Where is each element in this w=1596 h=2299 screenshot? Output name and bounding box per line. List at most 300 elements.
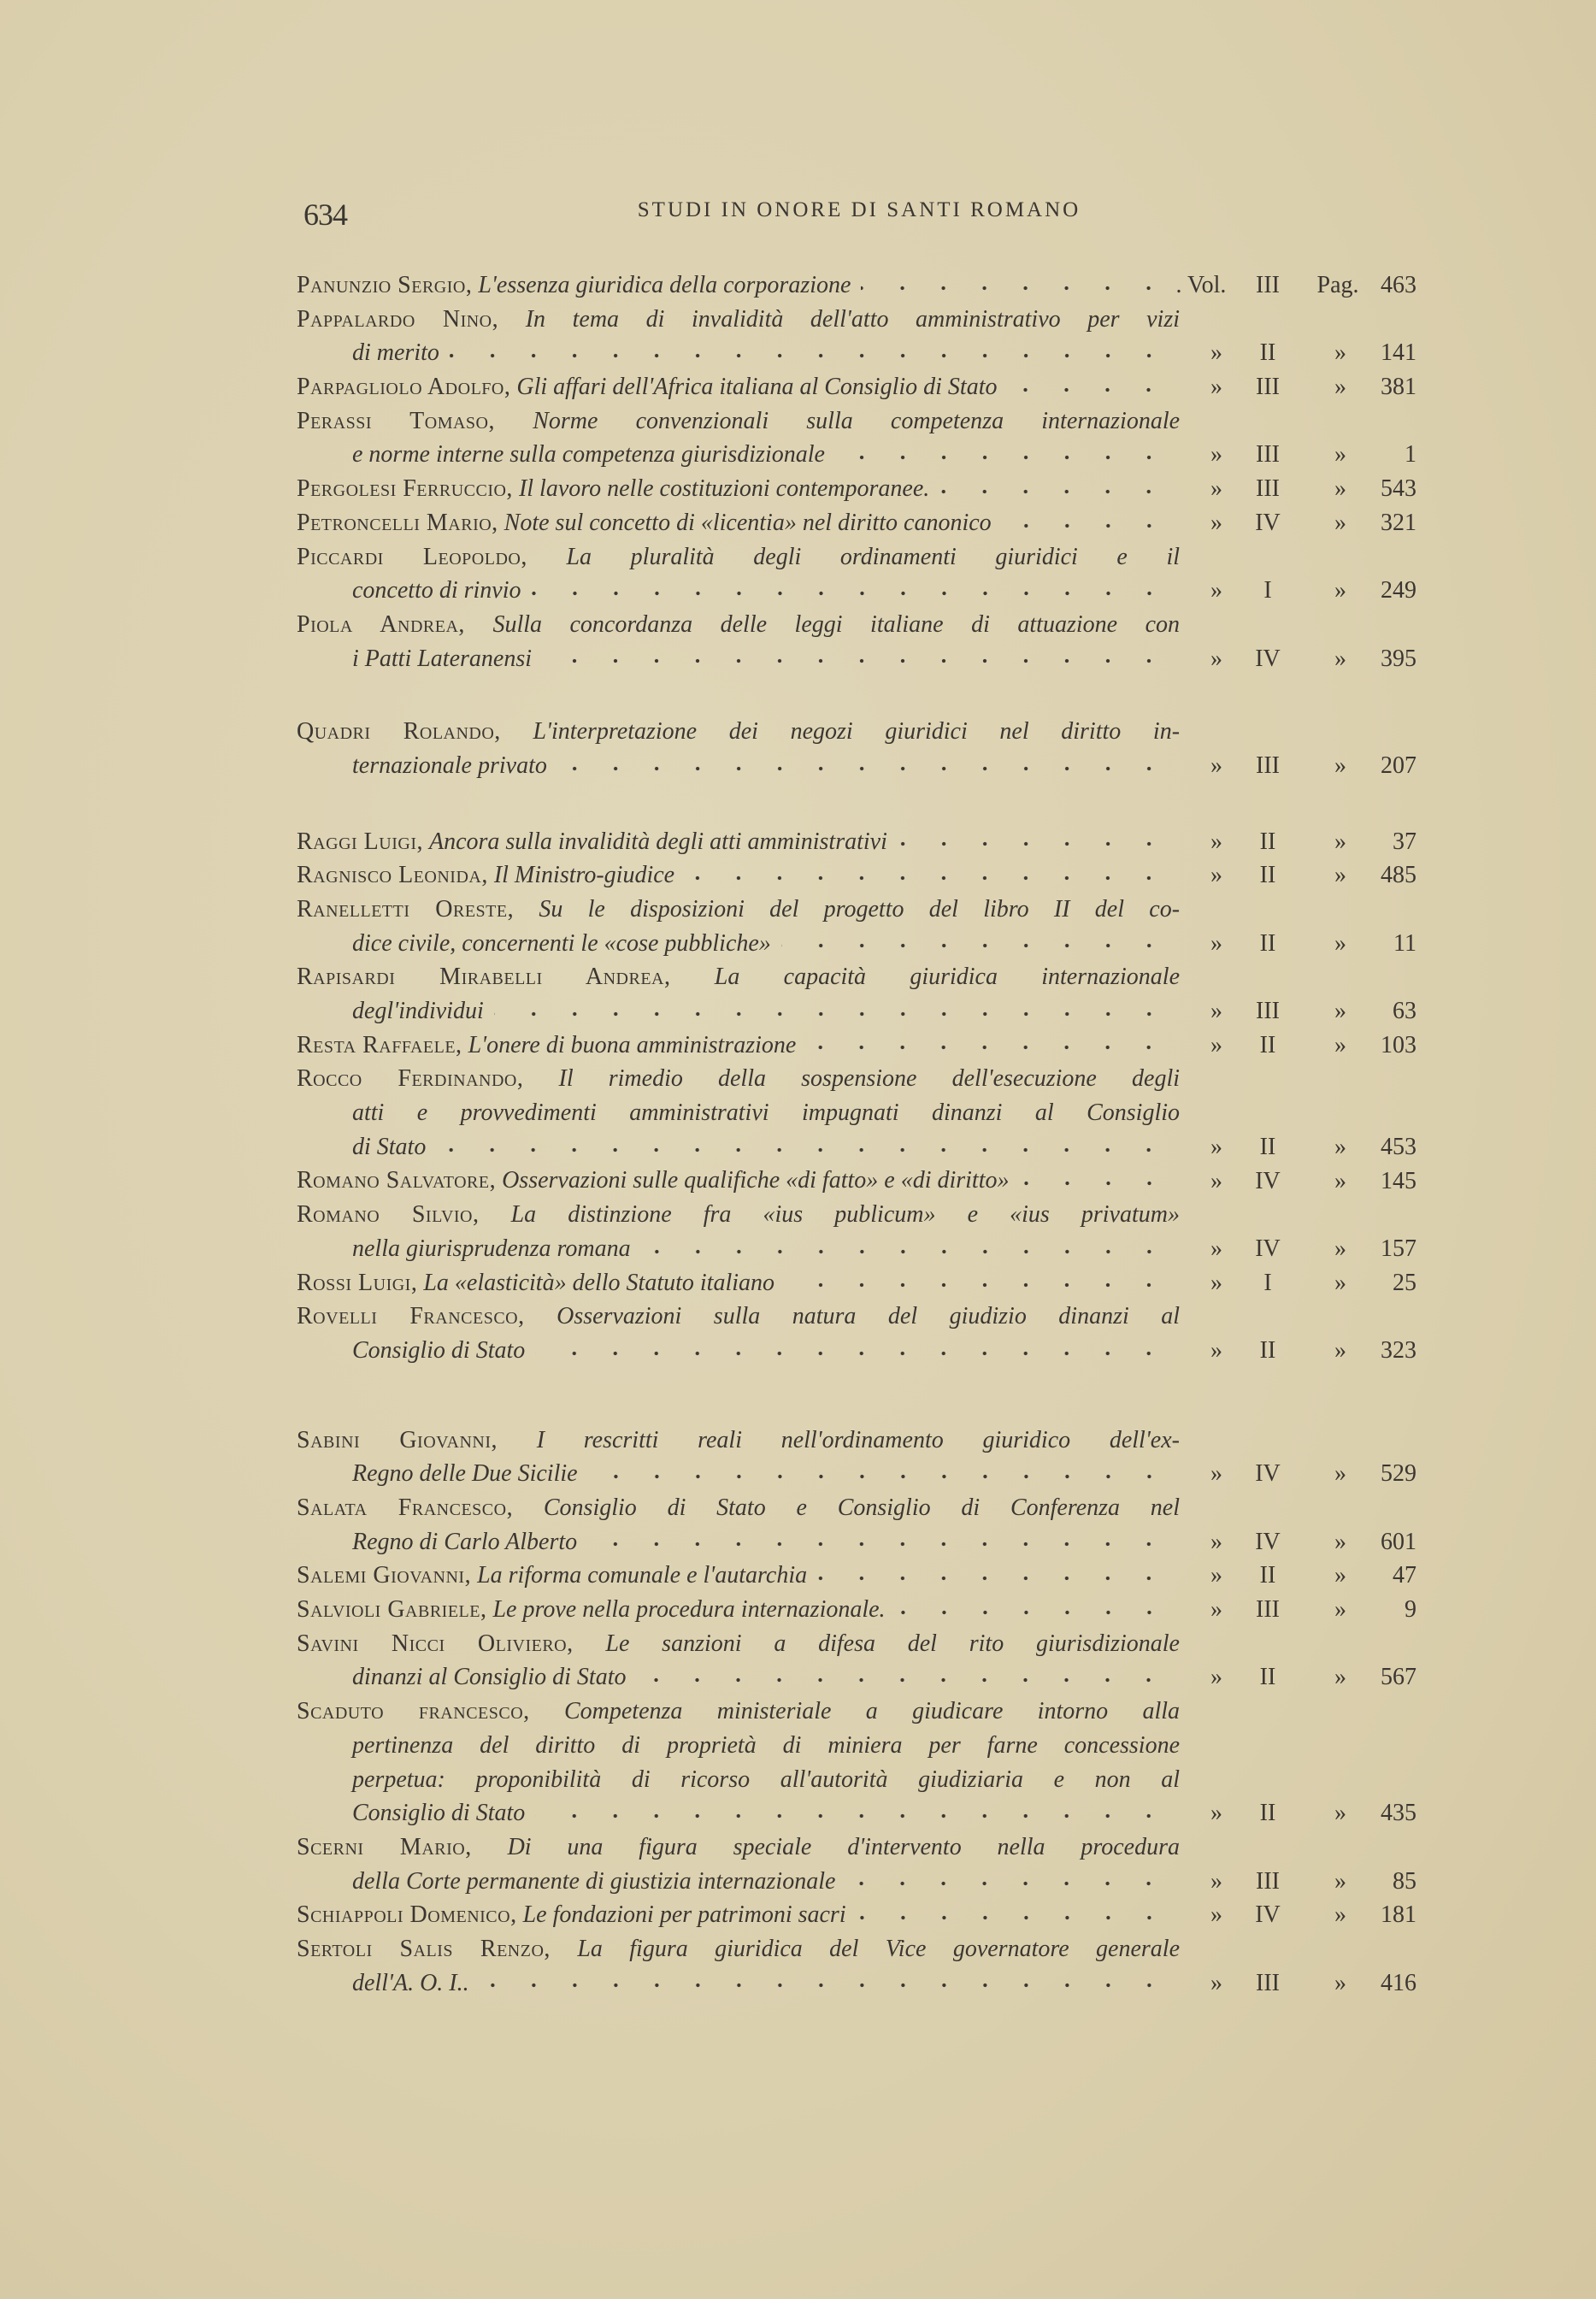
page-reference: 323 [1381,1336,1416,1364]
entry-line [297,960,1180,994]
entry-line [297,1898,1416,1932]
article-title: La distinzione fra «ius publicum» e «ius privatum» [510,1201,1180,1229]
article-title: Consiglio di Stato e Consiglio di Conferenza nel [543,1494,1180,1521]
page-marker: » [1334,1031,1346,1058]
volume-marker: » [1210,1901,1222,1929]
page-reference: 103 [1381,1031,1416,1058]
page-reference: 37 [1393,828,1416,855]
volume-number: IV [1255,509,1281,536]
toc-entry [297,1898,1416,1932]
page-marker: » [1334,752,1346,779]
volume-page-reference [1180,1029,1416,1063]
dot-leader [898,840,1169,848]
entry-line [297,438,1416,472]
page-marker: Pag. [1316,272,1359,298]
dot-leader [587,1540,1169,1548]
page-marker: » [1334,1664,1346,1691]
page-marker: » [1334,1867,1346,1895]
dot-leader [641,1247,1169,1256]
page-reference: 249 [1381,577,1416,604]
dot-leader [939,487,1169,496]
volume-number: II [1259,1664,1276,1691]
entry-line [297,1627,1180,1661]
article-title: Competenza ministeriale a giudicare intorno alla [563,1698,1180,1725]
volume-page-reference [1180,1266,1416,1300]
volume-number: I [1263,577,1272,604]
article-title: La capacità giuridica internazionale [714,964,1180,991]
volume-number: IV [1255,1528,1281,1555]
entry-line [297,1525,1416,1559]
volume-page-reference [1180,506,1416,540]
toc-entry [297,404,1416,472]
article-title: La figura giuridica del Vice governatore generale [577,1935,1180,1962]
page-reference: 63 [1393,998,1416,1025]
page-marker: » [1334,475,1346,503]
entry-line-text [352,1457,578,1491]
entry-line [297,574,1416,608]
volume-marker: » [1210,862,1222,889]
dot-leader [1020,1179,1170,1188]
volume-marker: » [1210,441,1222,469]
volume-page-reference [1180,1130,1416,1164]
dot-leader [532,589,1169,598]
toc-entry [297,268,1416,303]
entry-line-text [297,506,992,540]
article-title: In tema di invalidità dell'atto amministrativo per vizi [525,305,1180,333]
volume-marker: » [1210,1235,1222,1262]
author-name: Resta Raffaele, [297,1031,462,1058]
page-reference: 463 [1381,272,1416,298]
page-marker: » [1334,1800,1346,1827]
volume-page-reference [1180,336,1416,370]
entry-line-text [352,927,771,961]
article-title: e norme interne sulla competenza giurisdizionale [352,441,825,469]
volume-page-reference [1180,438,1416,472]
volume-number: III [1256,475,1280,503]
volume-marker: » [1210,1528,1222,1555]
entry-line [297,1130,1416,1164]
author-name: Schiappoli Domenico, [297,1901,517,1929]
entry-line [297,1932,1180,1966]
page-marker: » [1334,1969,1346,1996]
page-marker: » [1334,1167,1346,1194]
volume-number: III [1256,1596,1280,1624]
article-title: I rescritti reali nell'ordinamento giuridico dell'ex- [536,1426,1180,1453]
page-marker: » [1334,1596,1346,1624]
volume-page-reference [1175,268,1416,303]
article-title: Osservazioni sulla natura del giudizio dinanzi al [557,1303,1180,1330]
toc-entry [297,858,1416,893]
volume-marker: » [1210,509,1222,536]
entry-line [297,404,1180,439]
page-marker: » [1334,929,1346,957]
volume-number: IV [1255,1167,1281,1194]
volume-number: IV [1255,1235,1281,1262]
author-name: Ragnisco Leonida, [297,862,488,889]
author-name: Perassi Tomaso, [297,407,495,434]
volume-page-reference [1180,1525,1416,1559]
volume-page-reference [1180,1966,1416,2001]
dot-leader [1007,386,1169,394]
entry-line-text [297,858,674,893]
article-title: della Corte permanente di giustizia internazionale [352,1867,836,1895]
article-title: Sulla concordanza delle leggi italiane di attuazione con [492,610,1180,638]
page-number: 634 [303,197,347,232]
page-reference: 435 [1381,1800,1416,1827]
volume-number: II [1259,1562,1276,1589]
volume-marker: » [1210,1167,1222,1194]
volume-page-reference [1180,574,1416,608]
entry-line [297,1266,1416,1300]
author-name: Quadri Rolando, [297,718,501,746]
dot-leader [535,1812,1169,1820]
volume-page-reference [1180,927,1416,961]
article-title: Regno delle Due Sicilie [352,1460,578,1488]
volume-page-reference [1180,1796,1416,1830]
entry-line [297,715,1180,749]
page-marker: » [1334,1460,1346,1488]
toc-entry [297,1424,1416,1491]
toc-entry [297,1695,1416,1830]
toc-entry [297,608,1416,675]
article-title: L'essenza giuridica della corporazione [478,271,851,298]
author-name: Sabini Giovanni, [297,1426,498,1453]
volume-page-reference [1180,1559,1416,1593]
article-title: Il rimedio della sospensione dell'esecuzione degli [558,1065,1180,1093]
entry-line [297,1424,1180,1458]
entry-line [297,1334,1416,1368]
page-marker: » [1334,441,1346,469]
volume-page-reference [1180,1164,1416,1199]
author-name: Raggi Luigi, [297,828,423,855]
page-marker: » [1334,998,1346,1025]
page-marker: » [1334,1336,1346,1364]
entry-line [297,825,1416,859]
entry-line [297,1491,1180,1525]
toc-entry [297,1029,1416,1063]
volume-page-reference [1180,858,1416,893]
entry-line-text [352,1966,469,2001]
page-reference: 145 [1381,1167,1416,1194]
volume-number: II [1259,339,1276,367]
dot-leader [1002,522,1169,530]
article-title: concetto di rinvio [352,577,521,604]
volume-marker: » [1210,752,1222,779]
entry-line-text [352,438,825,472]
article-title: L'onere di buona amministrazione [468,1031,797,1058]
page-reference: 416 [1381,1969,1416,1996]
volume-number: IV [1255,1460,1281,1488]
article-title: dice civile, concernenti le «cose pubbliche» [352,929,771,957]
toc-entry [297,370,1416,404]
toc-entry [297,825,1416,859]
author-name: Savini Nicci Oliviero, [297,1630,574,1657]
entry-line-text [352,1232,631,1266]
dot-leader [542,657,1169,665]
dot-leader [480,1981,1169,1990]
page-reference: 9 [1405,1596,1416,1624]
entry-line [297,1593,1416,1627]
volume-number: III [1256,1969,1280,1996]
entry-line [297,1763,1180,1797]
volume-number: III [1256,998,1280,1025]
page-marker: » [1334,339,1346,367]
page-reference: 1 [1405,441,1416,469]
page-reference: 207 [1381,752,1416,779]
page-reference: 381 [1381,374,1416,401]
article-title: Le sanzioni a difesa del rito giurisdizionale [605,1630,1180,1657]
author-name: Sertoli Salis Renzo, [297,1935,551,1962]
entry-line-text [297,472,929,506]
volume-page-reference [1180,825,1416,859]
toc-entry [297,1198,1416,1265]
author-name: Piola Andrea, [297,610,465,638]
volume-number: II [1259,828,1276,855]
entry-line-text [352,574,521,608]
dot-leader [557,764,1169,773]
author-name: Salvioli Gabriele, [297,1596,487,1624]
toc-entry [297,303,1416,370]
letter-group-s [297,1424,1416,2001]
page-reference: 453 [1381,1133,1416,1160]
page-reference: 543 [1381,475,1416,503]
entry-line [297,1865,1416,1899]
article-title: L'interpretazione dei negozi giuridici nel diritto in- [533,718,1180,746]
volume-page-reference [1180,1865,1416,1899]
article-title: Le fondazioni per patrimoni sacri [522,1901,846,1929]
article-title: di Stato [352,1133,427,1160]
entry-line-text [352,1796,525,1830]
dot-leader [817,1574,1169,1583]
entry-line [297,1695,1180,1729]
author-name: Rossi Luigi, [297,1269,418,1296]
author-name: Rocco Ferdinando, [297,1065,524,1093]
page-reference: 485 [1381,862,1416,889]
entry-line [297,642,1416,676]
entry-line [297,1029,1416,1063]
page-marker: » [1334,1133,1346,1160]
author-name: Salemi Giovanni, [297,1562,472,1589]
author-name: Petroncelli Mario, [297,509,498,536]
toc-entry [297,1300,1416,1367]
volume-marker: » [1210,1562,1222,1589]
article-title: di merito [352,339,439,367]
article-title: pertinenza del diritto di proprietà di miniera per farne concessione [352,1731,1180,1759]
page-reference: 11 [1393,929,1416,957]
entry-line-text [352,642,532,676]
entry-line [297,1660,1416,1695]
article-title: Il lavoro nelle costituzioni contemporanee. [518,475,930,503]
volume-page-reference [1180,642,1416,676]
author-name: Salata Francesco, [297,1494,514,1521]
page-marker: » [1334,374,1346,401]
page-reference: 25 [1393,1269,1416,1296]
entry-line [297,1729,1180,1763]
volume-marker: » [1210,577,1222,604]
volume-number: III [1256,272,1280,298]
article-title: Regno di Carlo Alberto [352,1528,578,1555]
toc-entry [297,1627,1416,1695]
article-title: Consiglio di Stato [352,1800,526,1827]
entry-line-text [352,1130,426,1164]
entry-line [297,506,1416,540]
author-name: Romano Silvio, [297,1201,480,1229]
entry-line [297,1096,1180,1130]
volume-marker: » [1210,1133,1222,1160]
entry-line-text [352,994,484,1029]
page-reference: 181 [1381,1901,1416,1929]
article-title: Note sul concetto di «licentia» nel diritto canonico [504,509,992,536]
page-marker: » [1334,862,1346,889]
volume-page-reference [1180,370,1416,404]
volume-page-reference [1180,749,1416,783]
volume-page-reference [1180,1898,1416,1932]
entry-line [297,1164,1416,1199]
article-title: Norme convenzionali sulla competenza internazionale [533,407,1180,434]
entry-line [297,608,1180,642]
page-reference: 141 [1381,339,1416,367]
entry-line [297,1457,1416,1491]
toc-entry [297,1491,1416,1559]
dot-leader [636,1676,1169,1684]
toc-entry [297,1062,1416,1164]
entry-line-text [352,1334,525,1368]
entry-line [297,268,1416,303]
volume-marker: » [1210,1596,1222,1624]
dot-leader [494,1010,1169,1018]
entry-line-text [297,1898,846,1932]
volume-number: I [1263,1269,1272,1296]
volume-page-reference [1180,1334,1416,1368]
entry-line-text [297,1164,1010,1198]
article-title: Su le disposizioni del progetto del libro II del co- [539,896,1180,923]
volume-marker: » [1210,1867,1222,1895]
volume-marker: » [1210,1460,1222,1488]
article-title: perpetua: proponibilità di ricorso all'autorità giudiziaria e non al [352,1766,1180,1793]
dot-leader [806,1043,1169,1052]
page-reference: 157 [1381,1235,1416,1262]
volume-number: III [1256,441,1280,469]
page-reference: 47 [1393,1562,1416,1589]
volume-marker: » [1210,339,1222,367]
entry-line [297,927,1416,961]
toc-entry [297,1266,1416,1300]
volume-number: III [1256,752,1280,779]
volume-number: II [1259,862,1276,889]
entry-line [297,1300,1180,1334]
entry-line-text [297,1593,886,1627]
volume-number: IV [1255,645,1281,672]
page-marker: » [1334,1562,1346,1589]
entry-line-text [297,825,887,859]
page-marker: » [1334,645,1346,672]
author-name: Rapisardi Mirabelli Andrea, [297,964,671,991]
volume-marker: » [1210,475,1222,503]
article-title: La riforma comunale e l'autarchia [477,1562,808,1589]
volume-marker: » [1210,998,1222,1025]
dot-leader [861,284,1169,292]
page-marker: » [1334,509,1346,536]
entry-line [297,858,1416,893]
article-title: La pluralità degli ordinamenti giuridici e il [566,543,1180,570]
volume-page-reference [1180,472,1416,506]
article-title: i Patti Lateranensi [352,645,532,672]
author-name: Panunzio Sergio, [297,271,473,298]
toc-entry [297,1593,1416,1627]
article-title: Consiglio di Stato [352,1336,526,1364]
page-marker: » [1334,577,1346,604]
dot-leader [450,351,1169,360]
volume-page-reference [1180,1660,1416,1695]
volume-marker: » [1210,1969,1222,1996]
volume-number: II [1259,1133,1276,1160]
toc-entry [297,540,1416,608]
volume-marker: » [1210,374,1222,401]
toc-entry [297,506,1416,540]
volume-number: II [1259,1031,1276,1058]
page-marker: » [1334,828,1346,855]
volume-page-reference [1180,1232,1416,1266]
author-name: Pappalardo Nino, [297,305,499,333]
toc-entry [297,472,1416,506]
dot-leader [781,941,1169,950]
volume-marker: » [1210,929,1222,957]
page-reference: 567 [1381,1664,1416,1691]
entry-line-text [297,370,997,404]
entry-line [297,994,1416,1029]
page-marker: » [1334,1269,1346,1296]
author-name: Pergolesi Ferruccio, [297,475,513,503]
volume-marker: » [1210,1336,1222,1364]
author-name: Ranelletti Oreste, [297,896,515,923]
entry-line [297,540,1180,575]
entry-line [297,1830,1180,1865]
entry-line [297,893,1180,927]
volume-number: IV [1255,1901,1281,1929]
entry-line-text [352,749,547,783]
entry-line [297,336,1416,370]
entry-line [297,1062,1180,1096]
article-title: La «elasticità» dello Statuto italiano [423,1269,775,1296]
page-reference: 85 [1393,1867,1416,1895]
letter-group-r [297,825,1416,1368]
volume-marker: . Vol. [1175,272,1227,298]
page-reference: 529 [1381,1460,1416,1488]
entry-line-text [297,1266,774,1300]
volume-page-reference [1180,994,1416,1029]
article-title: nella giurisprudenza romana [352,1235,631,1262]
volume-number: II [1259,1336,1276,1364]
dot-leader [588,1472,1169,1481]
volume-number: II [1259,1800,1276,1827]
volume-marker: » [1210,828,1222,855]
author-name: Scaduto francesco, [297,1698,530,1725]
article-title: Di una figura speciale d'intervento nella procedura [507,1833,1180,1860]
dot-leader [857,1913,1169,1922]
toc-entry [297,1932,1416,2000]
article-title: Le prove nella procedura internazionale. [492,1596,886,1624]
toc-entry [297,1830,1416,1898]
dot-leader [535,1349,1169,1358]
letter-group-p [297,268,1416,675]
entry-line [297,472,1416,506]
entry-line-text [352,336,439,370]
article-title: dell'A. O. I.. [352,1969,469,1996]
page-reference: 395 [1381,645,1416,672]
entry-line [297,1232,1416,1266]
article-title: Osservazioni sulle qualifiche «di fatto» e «di diritto» [502,1167,1010,1194]
article-title: ternazionale privato [352,752,547,779]
